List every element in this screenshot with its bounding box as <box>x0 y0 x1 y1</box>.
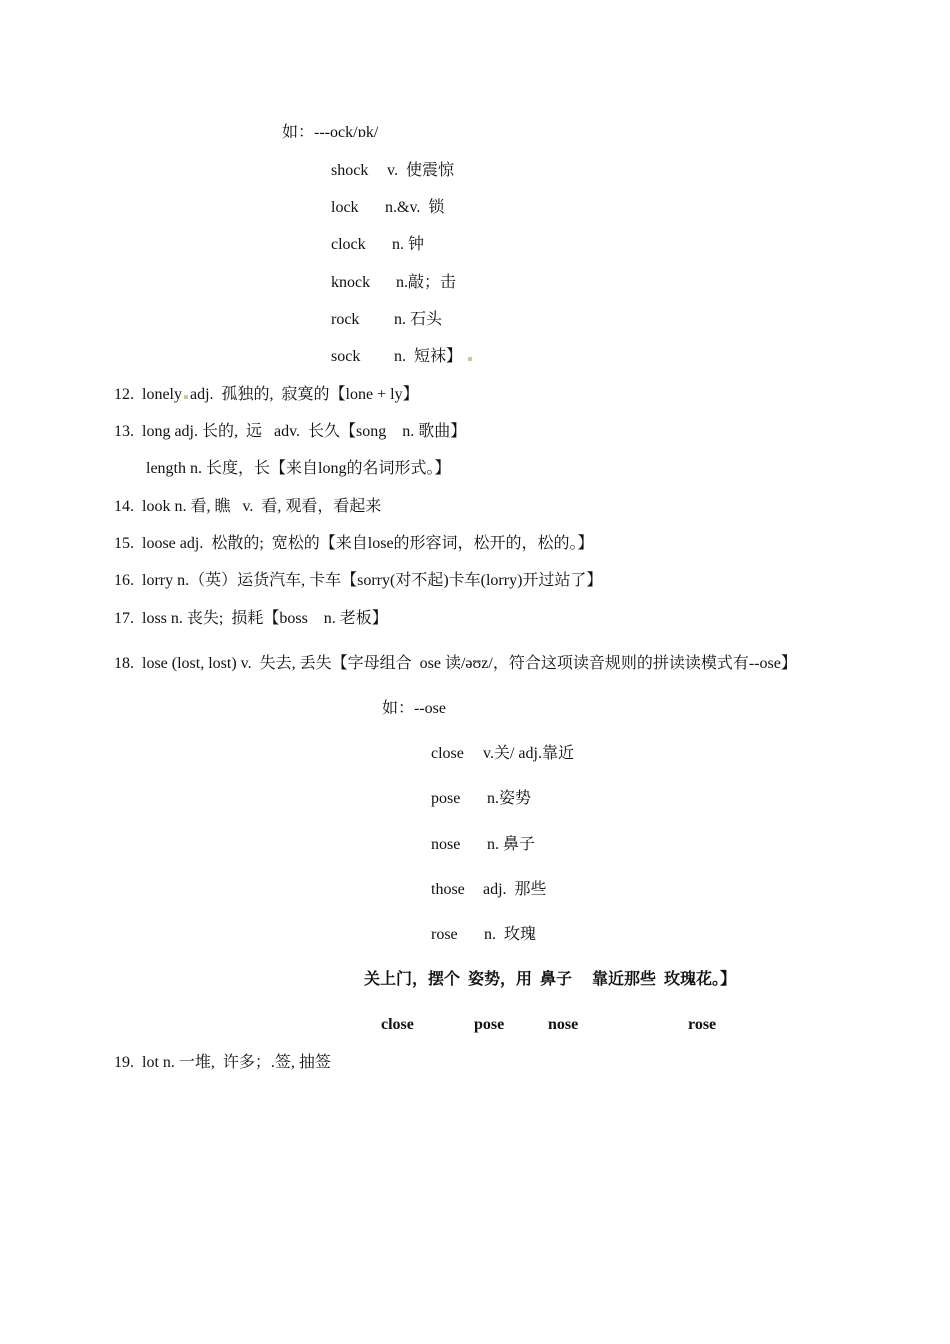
entry-17 <box>114 609 388 629</box>
entry-15 <box>114 534 594 554</box>
ose-meaning: n.姿势 <box>487 790 532 807</box>
ock-word: lock <box>331 199 359 216</box>
ock-word: clock <box>331 236 366 253</box>
ose-word: close <box>431 745 464 762</box>
entry-number: 19. <box>114 1054 134 1071</box>
entry-text: lose (lost, lost) v. 失去, 丢失【字母组合 ose 读/əʊz/，符合这项读音规则的拼读读模式有--ose】 <box>142 655 797 672</box>
ose-word: nose <box>431 836 461 853</box>
ose-word: pose <box>431 790 461 807</box>
ock-word: rock <box>331 311 360 328</box>
entry-number: 18. <box>114 655 134 672</box>
entry-number: 13. <box>114 423 134 440</box>
entry-12 <box>114 385 419 405</box>
entry-number: 14. <box>114 498 134 515</box>
ose-meaning: v.关/ adj.靠近 <box>483 745 574 762</box>
ose-meaning: n. 鼻子 <box>487 836 536 853</box>
entry-14 <box>114 497 381 517</box>
ock-meaning: n. 石头 <box>394 311 443 328</box>
entry-text: look n. 看, 瞧 v. 看, 观看，看起来 <box>142 498 382 515</box>
ose-meaning: n. 玫瑰 <box>484 926 537 943</box>
entry-13-length: length n. 长度，长【来自long的名词形式。】 <box>146 460 451 477</box>
ock-intro: 如：---ock/ɒk/ <box>282 124 379 141</box>
entry-text: loose adj. 松散的; 宽松的【来自lose的形容词，松开的，松的。】 <box>142 535 594 552</box>
mnemonic-word: rose <box>688 1016 717 1033</box>
entry-number: 15. <box>114 535 134 552</box>
green-mark-icon <box>468 357 472 361</box>
entry-16 <box>114 571 602 591</box>
ose-word: those <box>431 881 465 898</box>
mnemonic-word: nose <box>548 1016 579 1033</box>
ose-word: rose <box>431 926 458 943</box>
entry-number: 17. <box>114 610 134 627</box>
ock-word: knock <box>331 274 371 291</box>
entry-text: lorry n.（英）运货汽车, 卡车【sorry(对不起)卡车(lorry)开过站了】 <box>142 572 603 589</box>
ock-meaning: v. 使震惊 <box>387 162 454 179</box>
entry-13 <box>114 422 466 442</box>
entry-word: lonely <box>142 386 182 403</box>
entry-19 <box>114 1053 331 1073</box>
ock-word: shock <box>331 162 369 179</box>
ock-meaning: n. 短袜】 <box>394 347 474 367</box>
entry-text: lot n. 一堆, 许多；.签, 抽签 <box>142 1054 331 1071</box>
entry-18 <box>114 654 797 674</box>
ock-word: sock <box>331 348 361 365</box>
mnemonic-word: close <box>381 1016 414 1033</box>
mnemonic-word: pose <box>474 1016 505 1033</box>
ock-meaning: n. 钟 <box>392 236 425 253</box>
ose-meaning: adj. 那些 <box>483 881 547 898</box>
ose-mnemonic: 关上门，摆个 姿势，用 鼻子 靠近那些 玫瑰花。】 <box>364 971 737 988</box>
ose-intro: 如：--ose <box>382 700 446 717</box>
entry-text: long adj. 长的, 远 adv. 长久【song n. 歌曲】 <box>142 423 467 440</box>
entry-number: 16. <box>114 572 134 589</box>
ock-meaning: n.&v. 锁 <box>385 199 445 216</box>
entry-text: loss n. 丧失; 损耗【boss n. 老板】 <box>142 610 388 627</box>
ock-meaning: n.敲；击 <box>396 274 457 291</box>
entry-number: 12. <box>114 386 134 403</box>
entry-text: adj. 孤独的, 寂寞的【lone + ly】 <box>190 386 419 403</box>
green-mark-icon <box>184 395 188 399</box>
